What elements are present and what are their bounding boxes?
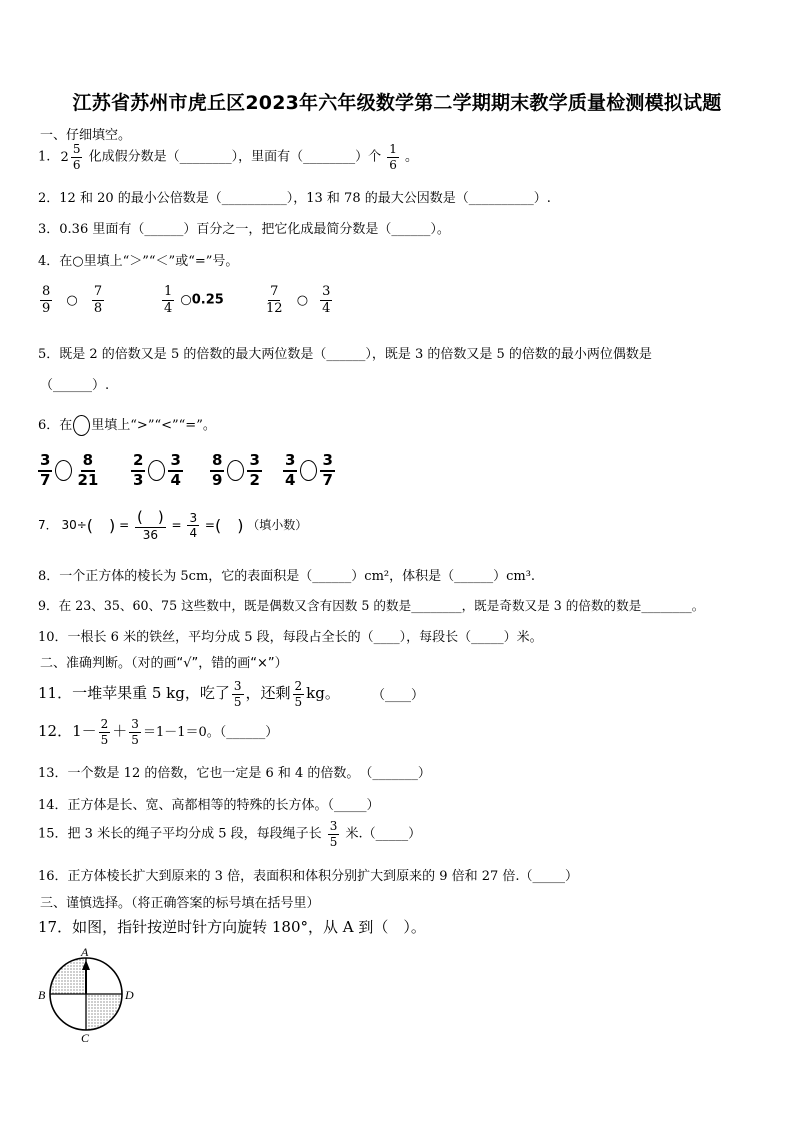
- question-11: [38, 680, 340, 708]
- compare-circle: ○: [296, 292, 309, 308]
- fraction: [387, 143, 399, 171]
- compare-3: [262, 285, 334, 315]
- denominator: 5: [131, 732, 139, 747]
- question-11-text: ，还剩: [245, 684, 291, 703]
- question-1-end: 。: [405, 149, 419, 165]
- expr-equals: =: [171, 518, 182, 533]
- label-B: B: [38, 988, 46, 1002]
- compare-ellipse: [55, 460, 72, 481]
- blank-paren: ( ): [86, 516, 116, 536]
- decimal-value: 0.25: [191, 292, 224, 308]
- numerator: 8: [210, 453, 224, 472]
- question-4: 4．在○里填上“＞”“＜”或“=”号。: [38, 254, 239, 269]
- question-17: 17．如图，指针按逆时针方向旋转 180°，从 A 到（ ）。: [38, 918, 426, 936]
- numerator: 3: [38, 453, 52, 472]
- question-2: 2．12 和 20 的最小公倍数是（__________），13 和 78 的最大公因数是（__________）.: [38, 191, 551, 206]
- denominator: 21: [77, 470, 99, 489]
- expr-part: 30÷: [61, 518, 87, 533]
- question-13: 13．一个数是 12 的倍数，它也一定是 6 和 4 的倍数。 （_______）: [38, 766, 431, 781]
- question-9: 9．在 23、35、60、75 这些数中，既是偶数又含有因数 5 的数是________，既是奇数又是 3 的倍数的数是________。: [38, 598, 705, 613]
- section-2-heading: 二、准确判断。（对的画“√”，错的画“×”）: [40, 656, 288, 671]
- denominator: 12: [266, 300, 283, 316]
- question-7-tail: （填小数）: [247, 518, 308, 533]
- numerator: 1: [389, 142, 397, 156]
- numerator: 2: [100, 717, 109, 731]
- question-15-text: 15．把 3 米长的绳子平均分成 5 段，每段绳子长: [38, 826, 322, 842]
- denominator: 5: [233, 694, 242, 709]
- fraction: [232, 680, 244, 708]
- question-15: [38, 820, 421, 848]
- compare-circle: ○: [66, 292, 78, 308]
- denominator: 9: [212, 470, 223, 489]
- numerator: 3: [320, 453, 334, 472]
- question-12: [38, 718, 278, 746]
- fraction: [92, 285, 104, 315]
- section-3-heading: 三、谨慎选择。（将正确答案的标号填在括号里）: [40, 896, 320, 911]
- denominator: 4: [322, 300, 331, 316]
- numerator: 3: [329, 819, 338, 833]
- expr-equals: =: [204, 518, 215, 533]
- numerator: 3: [322, 284, 331, 299]
- fraction: [247, 453, 261, 489]
- question-1-text: 化成假分数是（________），里面有（________）个: [88, 149, 382, 165]
- denominator: 4: [164, 300, 173, 316]
- section-1-heading: 一、仔细填空。: [40, 128, 132, 143]
- label-C: C: [81, 1031, 90, 1044]
- denominator: 5: [329, 834, 338, 849]
- denominator: 2: [249, 470, 260, 489]
- mixed-whole: 2: [60, 149, 69, 165]
- fraction: [320, 453, 334, 489]
- question-11-answer: （____）: [372, 688, 425, 703]
- numerator: 8: [42, 284, 51, 299]
- denominator: 7: [322, 470, 333, 489]
- question-1: [38, 143, 418, 171]
- question-11-text: kg。: [306, 684, 340, 703]
- fraction: [328, 820, 340, 848]
- fraction: [210, 453, 224, 489]
- compare-1: [38, 285, 106, 315]
- fraction: [75, 453, 100, 489]
- numerator: 3: [233, 679, 242, 693]
- question-12-text: 12．1－: [38, 722, 97, 741]
- blank-paren: ( ): [214, 516, 244, 536]
- numerator: 2: [131, 453, 145, 472]
- question-15-text: 米.（_____）: [345, 826, 422, 842]
- compare-ellipse: [73, 415, 90, 436]
- fraction: [320, 285, 332, 315]
- numerator: 5: [72, 142, 81, 156]
- question-6-post: 里填上“>”“<”“=”。: [91, 418, 216, 433]
- numerator: 8: [81, 453, 95, 472]
- denominator: 5: [294, 694, 303, 709]
- expr-equals: =: [119, 518, 130, 533]
- question-1-number: 1.: [38, 149, 51, 165]
- numerator: 3: [131, 717, 139, 731]
- fraction: [162, 285, 174, 315]
- denominator: 5: [100, 732, 109, 747]
- question-6-pre: 6．在: [38, 418, 73, 433]
- denominator: 36: [142, 527, 158, 542]
- question-5-line-2: （______）.: [40, 378, 110, 393]
- fraction: [264, 285, 285, 315]
- fraction: [99, 718, 111, 746]
- question-14: 14．正方体是长、宽、高都相等的特殊的长方体。（_____）: [38, 798, 380, 813]
- denominator: 6: [389, 157, 397, 172]
- question-12-text: ＋: [112, 722, 128, 741]
- compare-bold-3: [208, 453, 264, 489]
- blank-numerator: ( ): [137, 508, 164, 526]
- fraction: [129, 718, 141, 746]
- question-6: [38, 414, 216, 436]
- numerator: 7: [93, 284, 103, 299]
- denominator: 8: [93, 300, 103, 316]
- denominator: 4: [170, 470, 181, 489]
- pointer-circle-figure: [34, 944, 144, 1044]
- numerator: 7: [270, 284, 279, 299]
- denominator: 3: [133, 470, 144, 489]
- label-D: D: [125, 988, 134, 1002]
- denominator: 6: [72, 157, 81, 172]
- question-10: 10．一根长 6 米的铁丝，平均分成 5 段，每段占全长的（____），每段长（_____）米。: [38, 630, 543, 645]
- question-12-text: ＝1－1＝0。（______）: [142, 725, 279, 741]
- compare-ellipse: [148, 460, 165, 481]
- numerator: 3: [168, 453, 182, 472]
- question-11-text: 11．一堆苹果重 5 kg，吃了: [38, 684, 230, 703]
- mixed-number: [61, 143, 85, 171]
- fraction: [168, 453, 182, 489]
- numerator: 3: [189, 510, 198, 525]
- fraction: [187, 512, 199, 540]
- numerator: 1: [164, 284, 173, 299]
- fraction: [40, 285, 52, 315]
- fraction: [293, 680, 305, 708]
- fraction: [283, 453, 297, 489]
- compare-circle: ○: [180, 292, 192, 308]
- fraction: [71, 143, 83, 171]
- page-title: 江苏省苏州市虎丘区2023年六年级数学第二学期期末教学质量检测模拟试题: [72, 92, 722, 114]
- question-8: 8．一个正方体的棱长为 5cm，它的表面积是（______）cm²，体积是（______）cm³.: [38, 569, 536, 584]
- question-3: 3．0.36 里面有（______）百分之一，把它化成最简分数是（______）。: [38, 222, 450, 237]
- numerator: 3: [283, 453, 297, 472]
- fraction: [131, 453, 145, 489]
- compare-bold-4: [281, 453, 337, 489]
- compare-bold-2: [129, 453, 185, 489]
- fraction: [38, 453, 52, 489]
- blank-fraction: [135, 510, 166, 541]
- question-7-number: 7．: [38, 518, 58, 533]
- numerator: 3: [247, 453, 261, 472]
- question-5-line-1: 5．既是 2 的倍数又是 5 的倍数的最大两位数是（______），既是 3 的倍数又是 5 的倍数的最小两位偶数是: [38, 347, 652, 362]
- compare-bold-1: [36, 453, 102, 489]
- denominator: 4: [285, 470, 296, 489]
- denominator: 7: [40, 470, 51, 489]
- label-A: A: [81, 945, 89, 959]
- numerator: 2: [294, 679, 303, 693]
- question-16: 16．正方体棱长扩大到原来的 3 倍，表面积和体积分别扩大到原来的 9 倍和 27 倍.（_____）: [38, 869, 579, 884]
- compare-ellipse: [300, 460, 317, 481]
- compare-ellipse: [227, 460, 244, 481]
- question-7: [38, 510, 307, 541]
- denominator: 4: [189, 526, 198, 541]
- compare-2: [160, 285, 224, 315]
- denominator: 9: [42, 300, 51, 316]
